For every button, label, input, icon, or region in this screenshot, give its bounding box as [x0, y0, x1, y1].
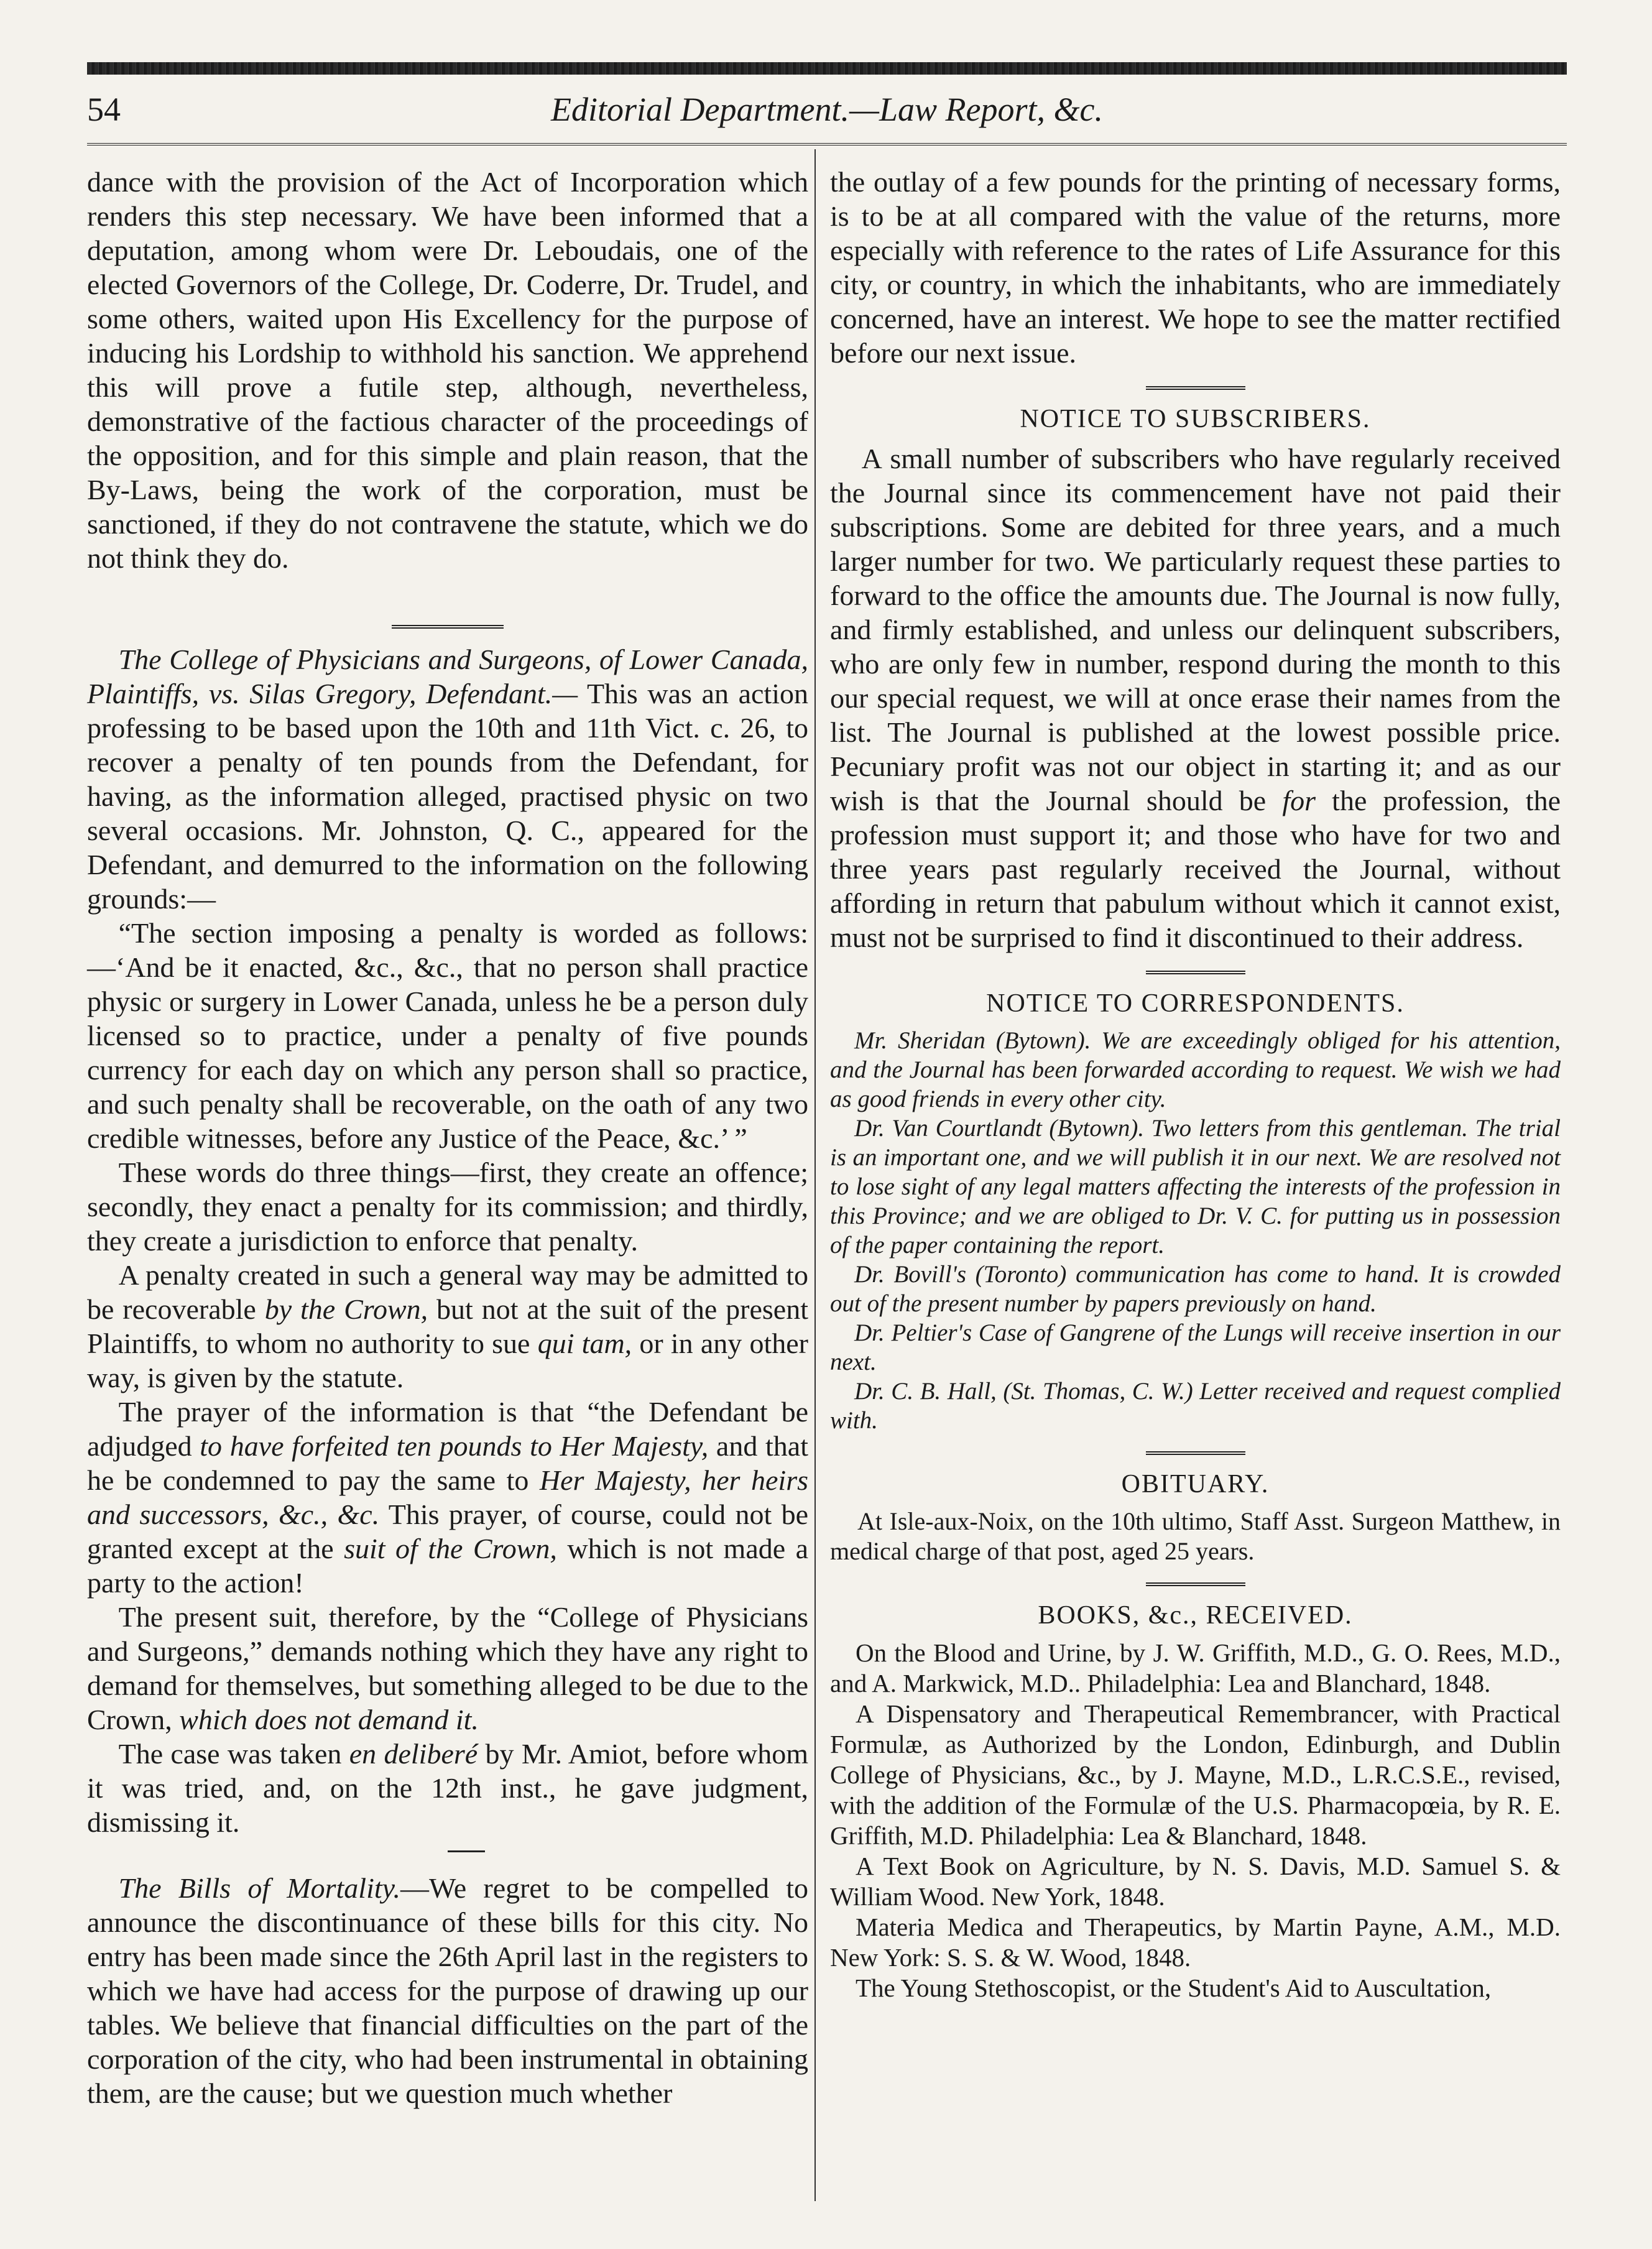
book-entry: The Young Stethoscopist, or the Student's Aid to Auscultation,: [856, 1974, 1492, 2002]
right-column: [830, 165, 1561, 2003]
book-entry: Materia Medica and Therapeutics, by Martin Payne, A.M., M.D. New York: S. S. & W. Wood, 1848.: [830, 1913, 1561, 1972]
subscribers-heading: NOTICE TO SUBSCRIBERS.: [1020, 405, 1371, 433]
books-heading: BOOKS, &c., RECEIVED.: [1038, 1601, 1353, 1630]
bills-title: The Bills of Mortality.: [118, 1872, 401, 1904]
continued-paragraph: dance with the provision of the Act of Incorporation which renders this step necessary. We have been informed that a deputation, among whom were Dr. Leboudais, one of the elected Governors of the College, Dr. Coderre, Dr. Trudel, and some others, waited upon His Excellency for the purpose of inducing his Lordship to withhold his sanction. We apprehend this will prove a futile step, although, nevertheless, demonstrative of the factious character of the proceedings of the opposition, and for this simple and plain reason, that the By-Laws, being the work of the corporation, must be sanctioned, if they do not contravene the statute, which we do not think they do.: [87, 166, 808, 574]
page-number: 54: [87, 91, 121, 128]
argument-paragraph-2: A penalty created in such a general way may be admitted to be recoverable by the Crown, but not at the suit of the present Plaintiffs, to whom no authority to sue qui tam, or in any other way, is given by the statute.: [87, 1259, 809, 1393]
obituary-heading: OBITUARY.: [1121, 1470, 1270, 1499]
section-separator: [1146, 1451, 1245, 1455]
section-separator: [1146, 386, 1245, 390]
correspondents-heading: NOTICE TO CORRESPONDENTS.: [986, 989, 1405, 1018]
case-paragraph: [87, 642, 808, 916]
spacer: [87, 575, 808, 606]
book-entry: On the Blood and Urine, by J. W. Griffith, M.D., G. O. Rees, M.D., and A. Markwick, M.D.. Philadelphia: Lea and Blanchard, 1848.: [830, 1638, 1561, 1697]
section-separator: [1146, 971, 1245, 974]
section-separator: [1146, 1582, 1245, 1586]
short-rule: [448, 1850, 485, 1852]
section-separator: [392, 625, 504, 629]
book-entry: A Text Book on Agriculture, by N. S. Davis, M.D. Samuel S. & William Wood. New York, 1848.: [830, 1852, 1561, 1911]
quoted-section: “The section imposing a penalty is worded as follows:—‘And be it enacted, &c., &c., that no person shall practice physic or surgery in Lower Canada, unless he be a person duly licensed so to practice, under a penalty of five pounds currency for each day on which any person shall so practice, and such penalty shall be recoverable, on the oath of any two credible witnesses, before any Justice of the Peace, &c.’ ”: [87, 917, 808, 1154]
left-column: [87, 165, 808, 2110]
header-rule: [87, 143, 1567, 145]
argument-paragraph-4: The present suit, therefore, by the “College of Physicians and Surgeons,” demands nothing which they have any right to demand for themselves, but something alleged to be due to the Crown, which does not demand it.: [87, 1601, 808, 1735]
case-intro: This was an action professing to be based upon the 10th and 11th Vict. c. 26, to recover a penalty of ten pounds from the Defendant, for having, as the information alleged, practised physic on two several occasions. Mr. Johnston, Q. C., appeared for the Defendant, and demurred to the information on the following grounds:—: [87, 678, 808, 915]
page-header: [87, 84, 1567, 134]
correspondent-entry: Dr. Peltier's Case of Gangrene of the Lungs will receive insertion in our next.: [830, 1319, 1561, 1375]
correspondent-entry: Mr. Sheridan (Bytown). We are exceedingly obliged for his attention, and the Journal has been forwarded according to request. We wish we had as good friends in every other city.: [830, 1027, 1561, 1112]
correspondent-entry: Dr. C. B. Hall, (St. Thomas, C. W.) Letter received and request complied with.: [830, 1378, 1561, 1434]
argument-paragraph-1: These words do three things—first, they create an offence; secondly, they enact a penalty for its commission; and thirdly, they create a jurisdiction to enforce that penalty.: [87, 1157, 808, 1257]
column-divider: [814, 149, 816, 2201]
running-head: Editorial Department.—Law Report, &c.: [551, 91, 1103, 128]
bills-text: —We regret to be compelled to announce the discontinuance of these bills for this city. No entry has been made since the 26th April last in the registers to which we have had access for the purpose of drawing up our tables. We believe that financial difficulties on the part of the corporation of the city, who had been instrumental in obtaining them, are the cause; but we question much whether: [87, 1872, 808, 2109]
bills-continued: the outlay of a few pounds for the printing of necessary forms, is to be at all compared with the value of the returns, more especially with reference to the rates of Life Assurance for this city, or country, in which the inhabitants, who are immediately concerned, have an interest. We hope to see the matter rectified before our next issue.: [830, 166, 1561, 369]
correspondent-entry: Dr. Bovill's (Toronto) communication has come to hand. It is crowded out of the present number by papers previously on hand.: [830, 1261, 1561, 1317]
bills-paragraph: [87, 1871, 808, 2110]
case-title: The College of Physicians and Surgeons, of Lower Canada, Plaintiffs, vs. Silas Gregory, Defendant.—: [87, 644, 808, 709]
obituary-text: At Isle-aux-Noix, on the 10th ultimo, Staff Asst. Surgeon Matthew, in medical charge of that post, aged 25 years.: [830, 1507, 1561, 1565]
book-entry: A Dispensatory and Therapeutical Remembrancer, with Practical Formulæ, as Authorized by the London, Edinburgh, and Dublin College of Physicians, &c., by J. Mayne, M.D., L.R.C.S.E., revised, with the addition of the Formulæ of the U.S. Pharmacopœia, by R. E. Griffith, M.D. Philadelphia: Lea & Blanchard, 1848.: [830, 1699, 1561, 1850]
subscribers-notice: A small number of subscribers who have regularly received the Journal since its commencement have not paid their subscriptions. Some are debited for three years, and a much larger number for two. We particularly request these parties to forward to the office the amounts due. The Journal is now fully, and firmly established, and unless our delinquent subscribers, who are only few in number, respond during the month to this our special request, we will at once erase their names from the list. The Journal is published at the lowest possible price. Pecuniary profit was not our object in starting it; and as our wish is that the Journal should be for the profession, the profession must support it; and those who have for two and three years past regularly received the Journal, without affording in return that pabulum without which it cannot exist, must not be surprised to find it discontinued to their address.: [830, 443, 1561, 953]
judgment-paragraph: The case was taken en deliberé by Mr. Amiot, before whom it was tried, and, on the 12th inst., he gave judgment, dismissing it.: [87, 1738, 808, 1838]
argument-paragraph-3: The prayer of the information is that “the Defendant be adjudged to have forfeited ten pounds to Her Majesty, and that he be condemned to pay the same to Her Majesty, her heirs and successors, &c., &c. This prayer, of course, could not be granted except at the suit of the Crown, which is not made a party to the action!: [87, 1396, 809, 1599]
correspondent-entry: Dr. Van Courtlandt (Bytown). Two letters from this gentleman. The trial is an important one, and we will publish it in our next. We are resolved not to lose sight of any legal matters affecting the interests of the profession in this Province; and we are obliged to Dr. V. C. for putting us in possession of the paper containing the report.: [830, 1115, 1561, 1258]
top-ornamental-rule: [87, 62, 1567, 75]
